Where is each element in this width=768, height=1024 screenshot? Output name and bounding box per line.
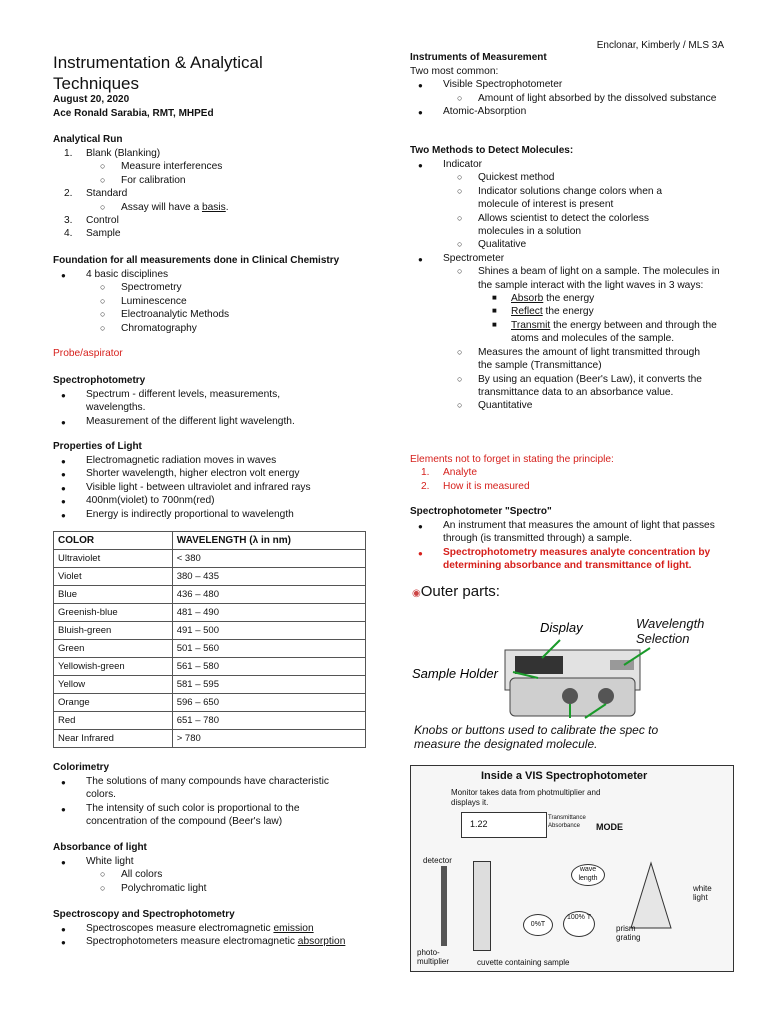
mode-label: MODE	[596, 822, 623, 832]
table-cell: 491 – 500	[172, 622, 365, 640]
list-item: ● Spectrophotometry measures analyte concentration by determining absorbance and transmittance of light.	[418, 546, 711, 572]
figure2-title: Inside a VIS Spectrophotometer	[481, 770, 648, 782]
list-item: 1. Blank (Blanking)	[64, 148, 161, 159]
list-item: ● Spectrum - different levels, measurements, wavelengths.	[61, 389, 281, 414]
mode-options: Transmittance Absorbance	[548, 815, 586, 829]
list-item: ○ Polychromatic light	[100, 882, 207, 894]
table-row	[54, 640, 366, 658]
table-row	[54, 550, 366, 568]
list-item: ○ Chromatography	[100, 322, 197, 334]
table-row	[54, 676, 366, 694]
table-row	[54, 658, 366, 676]
list-item: 3. Control	[64, 215, 119, 227]
list-item: ● The solutions of many compounds have characteristic colors.	[61, 776, 329, 801]
page-title: Instrumentation & Analytical Techniques	[53, 53, 263, 93]
list-item: ● 4 basic disciplines	[61, 269, 169, 280]
analytical-run-section	[53, 134, 371, 241]
white-light-label: white light	[693, 884, 712, 902]
methods-heading: Two Methods to Detect Molecules:	[410, 145, 574, 156]
list-item: ○ Electroanalytic Methods	[100, 309, 230, 321]
display-label: Display	[540, 620, 583, 635]
list-item: ○ All colors	[100, 869, 163, 881]
table-header: COLOR	[54, 532, 173, 550]
zero-t-button: 0%T	[523, 914, 553, 936]
analytical-run-heading: Analytical Run	[53, 134, 123, 145]
list-item: ● Indicator	[418, 159, 483, 170]
list-item: ● Spectrophotometers measure electromagnetic absorption	[61, 936, 346, 948]
list-item: ● Shorter wavelength, higher electron volt energy	[61, 468, 300, 480]
spectroscopy-section	[53, 909, 371, 949]
list-item: ○ Shines a beam of light on a sample. The molecules in the sample interact with the light waves in 3 ways:	[457, 266, 720, 291]
knobs-label: Knobs or buttons used to calibrate the spec to measure the designated molecule.	[414, 723, 659, 751]
list-item: ○ Measure interferences	[100, 161, 223, 173]
methods-section	[410, 145, 732, 413]
list-item: ● Atomic-Absorption	[418, 106, 527, 118]
table-cell: < 380	[172, 550, 365, 568]
list-item: ■ Reflect the energy	[492, 306, 594, 318]
absorbance-section	[53, 842, 371, 895]
table-row	[54, 568, 366, 586]
author-header: Enclonar, Kimberly / MLS 3A	[596, 40, 724, 51]
lecturer: Ace Ronald Sarabia, RMT, MHPEd	[53, 108, 214, 119]
hundred-t-button: 100% T	[563, 911, 595, 937]
table-cell: Blue	[54, 586, 173, 604]
table-cell: 380 – 435	[172, 568, 365, 586]
table-cell: 436 – 480	[172, 586, 365, 604]
list-item: ● Spectroscopes measure electromagnetic emission	[61, 923, 314, 934]
table-row	[54, 694, 366, 712]
list-item: ○ Luminescence	[100, 295, 187, 307]
list-item: ● White light	[61, 856, 134, 867]
list-item: ○ Quantitative	[457, 400, 533, 412]
table-cell: Near Infrared	[54, 730, 173, 748]
monitor-label: Monitor takes data from photmultiplier and displays it.	[451, 788, 601, 807]
spectro-section	[410, 506, 732, 573]
inside-spectrophotometer-figure	[410, 765, 734, 972]
table-cell: Ultraviolet	[54, 550, 173, 568]
table-cell: Bluish-green	[54, 622, 173, 640]
list-item: ○ Spectrometry	[100, 282, 182, 294]
photomultiplier-label: photo- multiplier	[417, 948, 450, 966]
list-item: ○ For calibration	[100, 174, 186, 186]
table-cell: 501 – 560	[172, 640, 365, 658]
table-cell: Orange	[54, 694, 173, 712]
wavelength-table	[53, 531, 366, 748]
table-cell: 581 – 595	[172, 676, 365, 694]
monitor-display	[461, 812, 547, 838]
list-item: ○ Measures the amount of light transmitted through the sample (Transmittance)	[457, 346, 700, 372]
monitor-reading: 1.22	[470, 819, 488, 829]
list-item: ● Spectrometer	[418, 252, 505, 264]
spectrophotometry-section	[53, 375, 371, 428]
spectro-heading: Spectrophotometer "Spectro"	[410, 506, 552, 517]
table-cell: Green	[54, 640, 173, 658]
list-item: ● The intensity of such color is proportional to the concentration of the compound (Beer's law)	[61, 802, 300, 828]
cuvette	[473, 861, 491, 951]
principle-heading: Elements not to forget in stating the principle:	[410, 454, 614, 465]
instruments-section	[410, 52, 732, 119]
list-item: ○ Qualitative	[457, 239, 527, 251]
list-item: ○ Indicator solutions change colors when a molecule of interest is present	[457, 185, 663, 211]
probe-label: Probe/aspirator	[53, 348, 123, 359]
list-item: ■ Transmit the energy between and through the atoms and molecules of the sample.	[492, 319, 717, 345]
table-cell: Yellowish-green	[54, 658, 173, 676]
list-item: 4. Sample	[64, 228, 121, 240]
colorimetry-heading: Colorimetry	[53, 762, 110, 773]
sample-holder-label: Sample Holder	[412, 666, 498, 681]
table-cell: > 780	[172, 730, 365, 748]
properties-section	[53, 441, 371, 521]
table-header: WAVELENGTH (λ in nm)	[172, 532, 365, 550]
table-row	[54, 712, 366, 730]
table-row	[54, 586, 366, 604]
list-item: ○ Quickest method	[457, 172, 555, 184]
wavelength-knob: wave length	[571, 864, 605, 886]
table-row	[54, 730, 366, 748]
outer-parts-caption: ◉Outer parts:	[412, 583, 500, 600]
date: August 20, 2020	[53, 94, 130, 105]
list-item: ● Visible Spectrophotometer	[418, 79, 563, 91]
prism-label: prism grating	[616, 924, 641, 942]
list-item: 1. Analyte	[421, 467, 477, 479]
foundation-heading: Foundation for all measurements done in Clinical Chemistry	[53, 255, 340, 266]
principle-section	[410, 453, 732, 493]
wavelength-selection-label: Wavelength Selection	[636, 616, 705, 646]
list-item: ● 400nm(violet) to 700nm(red)	[61, 495, 215, 507]
cuvette-label: cuvette containing sample	[477, 958, 570, 967]
list-item: ● Energy is indirectly proportional to wavelength	[61, 508, 294, 520]
properties-heading: Properties of Light	[53, 441, 142, 452]
detector-label: detector	[423, 856, 452, 865]
table-cell: Greenish-blue	[54, 604, 173, 622]
colorimetry-section	[53, 762, 371, 829]
table-cell: 561 – 580	[172, 658, 365, 676]
list-item: ○ Allows scientist to detect the colorless molecules in a solution	[457, 212, 649, 238]
table-cell: Yellow	[54, 676, 173, 694]
table-cell: Violet	[54, 568, 173, 586]
photomultiplier-plate	[441, 866, 447, 946]
absorbance-heading: Absorbance of light	[53, 842, 147, 853]
table-row	[54, 604, 366, 622]
instruments-heading: Instruments of Measurement	[410, 52, 547, 63]
list-item: ○ Amount of light absorbed by the dissolved substance	[457, 92, 717, 104]
instruments-intro: Two most common:	[410, 66, 499, 77]
table-cell: 481 – 490	[172, 604, 365, 622]
table-cell: 596 – 650	[172, 694, 365, 712]
table-cell: 651 – 780	[172, 712, 365, 730]
list-item: 2. How it is measured	[421, 480, 530, 492]
list-item: ● An instrument that measures the amount of light that passes through (is transmitted through) a sample.	[418, 520, 715, 545]
list-item: ● Measurement of the different light wavelength.	[61, 415, 295, 427]
list-item: ○ By using an equation (Beer's Law), it converts the transmittance data to an absorbance value.	[457, 373, 702, 398]
list-item: ■ Absorb the energy	[492, 293, 595, 305]
table-cell: Red	[54, 712, 173, 730]
knob	[598, 688, 614, 704]
knob	[562, 688, 578, 704]
spectrophotometry-heading: Spectrophotometry	[53, 375, 146, 386]
table-row	[54, 622, 366, 640]
foundation-section	[53, 255, 371, 335]
list-item: ● Electromagnetic radiation moves in waves	[61, 455, 277, 466]
list-item: ● Visible light - between ultraviolet and infrared rays	[61, 481, 311, 493]
spectroscopy-heading: Spectroscopy and Spectrophotometry	[53, 909, 235, 920]
list-item: ○ Assay will have a basis.	[100, 201, 229, 213]
list-item: 2. Standard	[64, 188, 128, 200]
display-screen	[515, 656, 563, 674]
